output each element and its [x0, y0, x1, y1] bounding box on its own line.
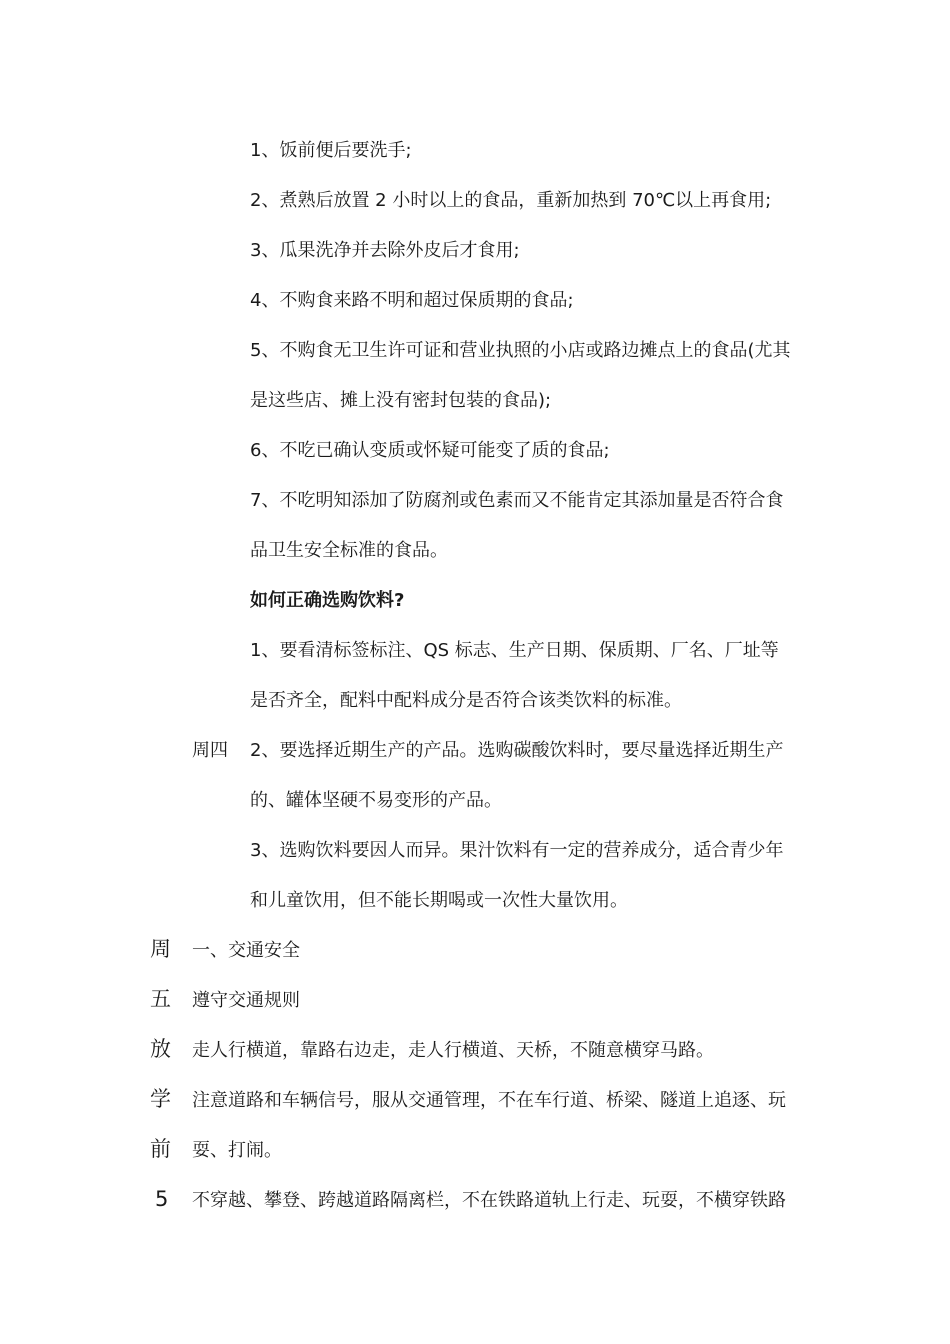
thursday-label: 周四: [192, 740, 228, 761]
friday-label-char-5: 前: [150, 1137, 171, 1161]
traffic-line-2-cont: 耍、打闹。: [192, 1140, 282, 1161]
drinks-line-3-cont: 和儿童饮用，但不能长期喝或一次性大量饮用。: [250, 890, 628, 911]
hygiene-line-4: 4、不购食来路不明和超过保质期的食品;: [250, 290, 574, 311]
friday-label-char-2: 五: [150, 987, 171, 1011]
traffic-line-2: 注意道路和车辆信号，服从交通管理，不在车行道、桥梁、隧道上追逐、玩: [192, 1090, 786, 1111]
traffic-heading: 一、交通安全: [192, 940, 300, 961]
hygiene-line-5-cont: 是这些店、摊上没有密封包装的食品);: [250, 390, 552, 411]
hygiene-line-5: 5、不购食无卫生许可证和营业执照的小店或路边摊点上的食品(尤其: [250, 340, 791, 361]
friday-label-char-6: 5: [155, 1187, 169, 1211]
drinks-line-2: 2、要选择近期生产的产品。选购碳酸饮料时，要尽量选择近期生产: [250, 740, 784, 761]
drinks-line-1: 1、要看清标签标注、QS 标志、生产日期、保质期、厂名、厂址等: [250, 640, 779, 661]
traffic-line-3: 不穿越、攀登、跨越道路隔离栏，不在铁路道轨上行走、玩耍，不横穿铁路: [192, 1190, 786, 1211]
hygiene-line-2: 2、煮熟后放置 2 小时以上的食品，重新加热到 70℃以上再食用;: [250, 190, 772, 211]
traffic-subheading: 遵守交通规则: [192, 990, 300, 1011]
drinks-line-1-cont: 是否齐全，配料中配料成分是否符合该类饮料的标准。: [250, 690, 682, 711]
friday-label-char-3: 放: [150, 1037, 171, 1061]
drinks-line-3: 3、选购饮料要因人而异。果汁饮料有一定的营养成分，适合青少年: [250, 840, 784, 861]
hygiene-line-7-cont: 品卫生安全标准的食品。: [250, 540, 448, 561]
hygiene-line-6: 6、不吃已确认变质或怀疑可能变了质的食品;: [250, 440, 610, 461]
hygiene-line-7: 7、不吃明知添加了防腐剂或色素而又不能肯定其添加量是否符合食: [250, 490, 784, 511]
hygiene-line-1: 1、饭前便后要洗手;: [250, 140, 412, 161]
traffic-line-1: 走人行横道，靠路右边走，走人行横道、天桥，不随意横穿马路。: [192, 1040, 714, 1061]
friday-label-char-1: 周: [150, 937, 171, 961]
drinks-heading: 如何正确选购饮料?: [250, 590, 405, 611]
drinks-line-2-cont: 的、罐体坚硬不易变形的产品。: [250, 790, 502, 811]
friday-label-char-4: 学: [150, 1087, 171, 1111]
hygiene-line-3: 3、瓜果洗净并去除外皮后才食用;: [250, 240, 520, 261]
